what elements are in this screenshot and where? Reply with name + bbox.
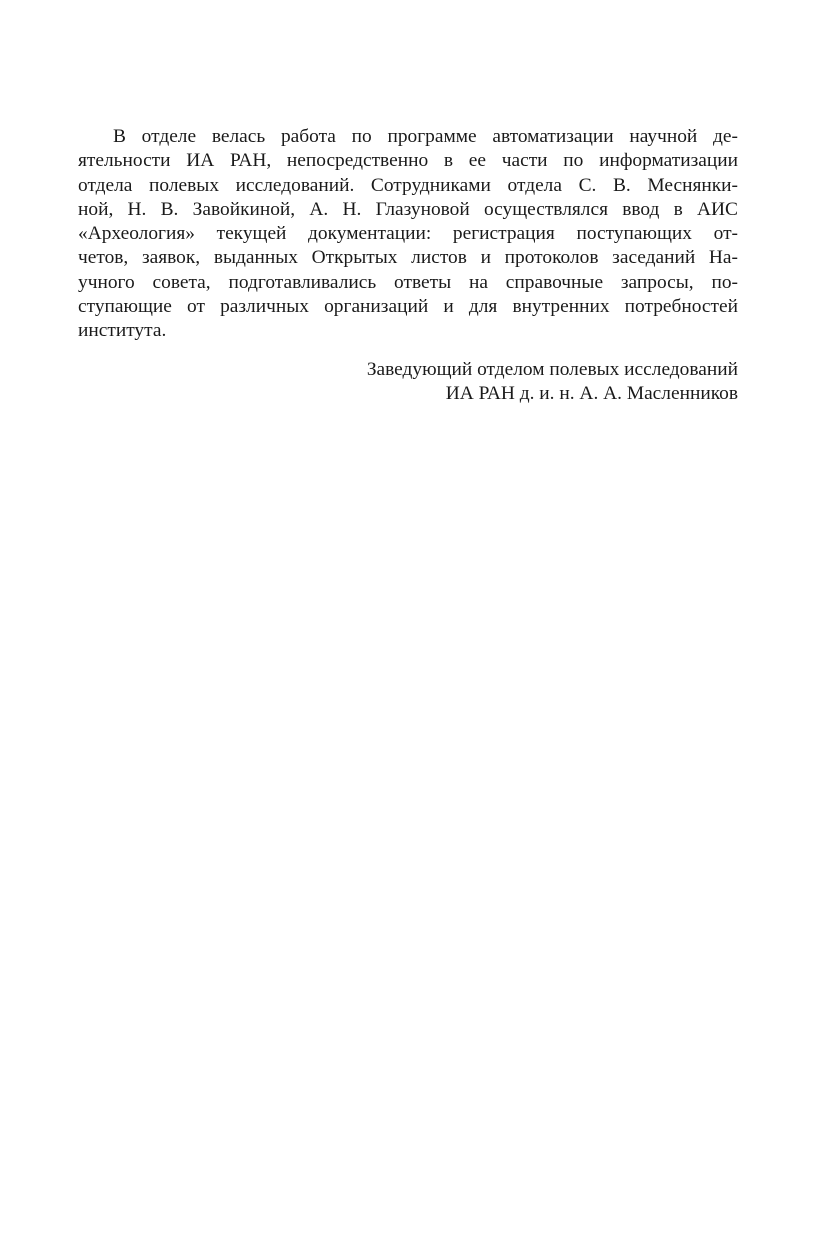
signature-name: ИА РАН д. и. н. А. А. Масленников xyxy=(445,383,738,405)
paragraph-line: «Археология» текущей документации: регистрация поступающих от- xyxy=(78,223,738,245)
signature-position: Заведующий отделом полевых исследований xyxy=(366,359,738,380)
paragraph-line: отдела полевых исследований. Сотрудниками отдела С. В. Меснянки- xyxy=(78,174,738,196)
paragraph-line: четов, заявок, выданных Открытых листов и протоколов заседаний На- xyxy=(78,247,738,269)
paragraph-line: института. xyxy=(78,320,167,342)
paragraph-line: учного совета, подготавливались ответы на справочные запросы, по- xyxy=(78,271,738,293)
paragraph-line: ступающие от различных организаций и для внутренних потребностей xyxy=(78,296,738,318)
paragraph-line: ной, Н. В. Завойкиной, А. Н. Глазуновой осуществлялся ввод в АИС xyxy=(78,198,738,220)
signature-block xyxy=(78,358,738,407)
report-paragraph xyxy=(78,125,738,344)
paragraph-line: ятельности ИА РАН, непосредственно в ее части по информатизации xyxy=(78,150,738,172)
paragraph-line: В отделе велась работа по программе автоматизации научной де- xyxy=(113,126,738,147)
